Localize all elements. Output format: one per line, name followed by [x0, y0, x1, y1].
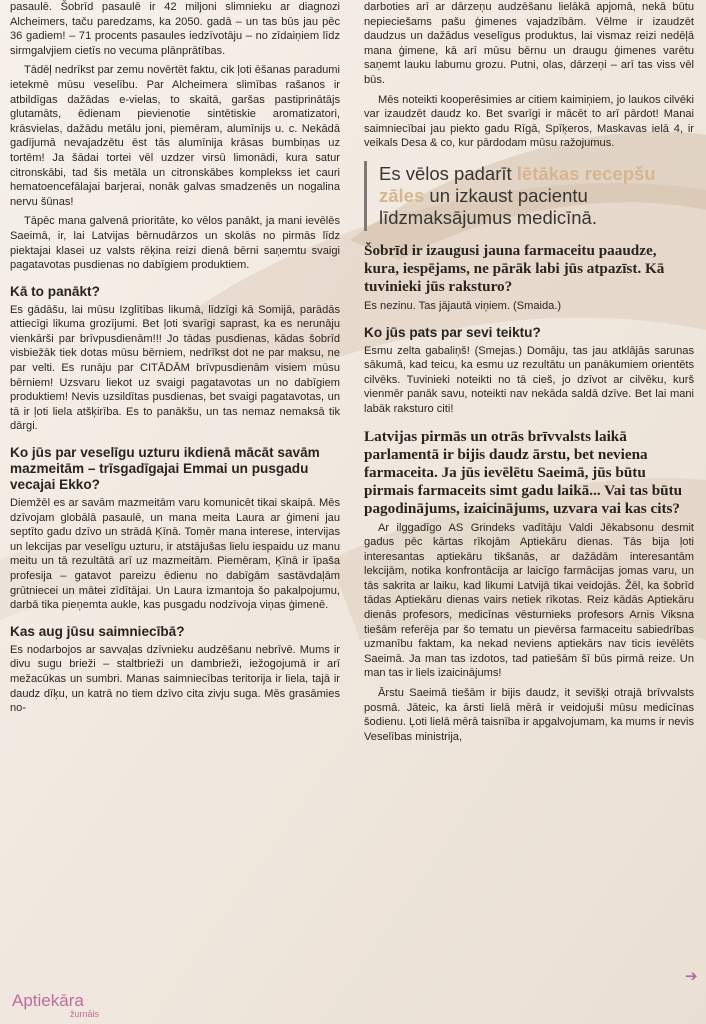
paragraph: darboties arī ar dārzeņu audzēšanu lielākā apjomā, nekā būtu nepieciešams pašu ģimenes vajadzībām. Vēlme ir izaudzēt daudzus un dažādus veselīgus produktus, lai vismaz reizi nedēļā mana ģimene, kā arī mūsu bērnu un draugu ģimenes varētu saņemt lauku labumu grozu. Putni, olas, dārzeņi – arī tas viss vēl būs. — [364, 1, 694, 86]
pull-quote — [364, 161, 694, 231]
paragraph: Es nodarbojos ar savvaļas dzīvnieku audzēšanu nebrīvē. Mums ir divu sugu brieži – staltbrieži un dambrieži, iežogojumā ir arī mežacūkas un sumbri. Manas saimniecības teritorija ir liela, tajā ir daudz dīķu, un katrā no tiem dzīvo cita zivju suga. Mēs grasāmies no- — [10, 643, 340, 715]
question-heading: Šobrīd ir izaugusi jauna farmaceitu paaudze, kura, iespējams, ne pārāk labi jūs atpazīst. Kā tuvinieki jūs raksturo? — [364, 241, 665, 295]
paragraph: Mēs noteikti kooperēsimies ar citiem kaimiņiem, jo laukos cilvēki var izaudzēt daudz ko. Bet svarīgi ir mācēt to arī pārdot! Manai saimniecībai jau piekto gadu Rīgā, Spīķeros, Maskavas ielā 4, ir veikals Desa & co, kur pārdodam mūsu ražojumus. — [364, 93, 694, 150]
logo-title: Aptiekāra — [12, 991, 84, 1010]
subheading: Kā to panākt? — [10, 283, 100, 299]
continue-arrow-icon: ➔ — [685, 968, 698, 985]
paragraph: Diemžēl es ar savām mazmeitām varu komunicēt tikai skaipā. Mēs dzīvojam globālā pasaulē, un mana meita Laura ar ģimeni jau septīto gadu dzīvo un strādā Ķīnā. Tomēr mana interese, intervijas un lekcijas par veselīgu uzturu, ir atstājušas lielu iespaidu uz manu meitu un tā rezultātā arī uz mazmeitām. Piemēram, Ķīnā ir īpaša profesija – gatavot pareizu ēdienu no dabīgām sastāvdaļām grūtniecei un mātei zīdītājai. Un Laura izmantoja šo pakalpojumu, darbā tika pieņemta aukle, kas pusgadu nodzīvoja viņas ģimenē. — [10, 497, 340, 612]
logo-subtitle: žurnāls — [70, 1009, 100, 1019]
paragraph: Tādēļ nedrīkst par zemu novērtēt faktu, cik ļoti ēšanas paradumi ietekmē mūsu veselību. Par Alcheimera slimības rašanos ir atbildīgas dažādas e-vielas, to skaitā, garšas pastiprinātājs glutamāts, ēdienam pievienotie sintētiskie aromatizatori, krāsvielas, dažādu metālu joni, piemēram, alumīnijs u. c. Nekādā gadījumā nevajadzētu ēst tās alumīnija krāsas bumbiņas uz tortēm! Ja šādai tortei vēl uzdzer virsū limonādi, kura satur citronskābi, tad šis metāla un citronskābes komplekss iet cauri hematoencefālajai barjerai, nonāk galvas smadzenēs un nogalina nervu šūnas! — [10, 64, 340, 208]
subheading: Ko jūs pats par sevi teiktu? — [364, 324, 541, 340]
paragraph: Es nezinu. Tas jājautā viņiem. (Smaida.) — [364, 299, 562, 312]
pull-quote-text: un izkaust pacientu līdzmaksājumus medicīnā. — [379, 184, 597, 228]
paragraph: Esmu zelta gabaliņš! (Smejas.) Domāju, tas jau atklājās sarunas sākumā, kad teicu, ka esmu uz rezultātu un panākumiem orientēts cilvēks. Tuvinieki noteikti no tā cieš, jo dzīvot ar cilvēku, kurš vienmēr panāk savu, noteikti nav nekāda saldā dzīve. Bet lai mani labāk raksturo citi! — [364, 344, 694, 415]
pull-quote-highlight: lētākas recepšu zāles — [379, 162, 656, 206]
paragraph: Tāpēc mana galvenā prioritāte, ko vēlos panākt, ja mani ievēlēs Saeimā, ir, lai Latvijas bērnudārzos un skolās no pirmās līdz piektajai klasei uz valsts rēķina reizi dienā bērni saņemtu svaigi pagatavotas pusdienas no dabīgiem produktiem. — [10, 215, 340, 272]
right-column — [364, 0, 694, 749]
question-heading: Latvijas pirmās un otrās brīvvalsts laikā parlamentā ir bijis daudz ārstu, bet neviena farmaceita. Ja jūs ievēlētu Saeimā, jūs būtu pirmais farmaceits simt gadu laikā... Vai tas būtu pagodinājums, izaicinājums, uzvara vai kas cits? — [364, 427, 683, 517]
paragraph: Es gādāšu, lai mūsu Izglītības likumā, līdzīgi kā Somijā, parādās attiecīgi likuma grozījumi. Bet ļoti svarīgi saprast, ka es nerunāju vienkārši par brīvpusdienām!!! Jo tādas pusdienas, kādas šobrīd visbiežāk tiek dotas mūsu bērniem, nedrīkst dot ne par maksu, ne par velti. Es runāju par CITĀDĀM brīvpusdienām visiem mūsu bērniem! Uzsvaru liekot uz svaigi pagatavotas un no dabīgiem produktiem! Nevis uzsildītas pusdienas, bet svaigi pagatavotas, un tā ir ļoti liela atšķirība. Es to panākšu, un tas nemaz nemaksā tik dārgi. — [10, 303, 340, 433]
left-column — [10, 0, 340, 721]
paragraph: Ārstu Saeimā tiešām ir bijis daudz, it sevišķi otrajā brīvvalsts posmā. Jāteic, ka ārsti lielā mērā ir veidojuši mūsu medicīnas šodienu. Ļoti lielā mērā taisnība ir apgalvojumam, ka mums ir nevis Veselības ministrija, — [364, 687, 694, 743]
paragraph: Ar ilggadīgo AS Grindeks vadītāju Valdi Jēkabsonu desmit gadus pēc kārtas rīkojām Aptiekāru dienas. Tās bija ļoti interesantas aptiekāru tikšanās, ar dažādām interesantām lekcijām, notika konfrontācija ar laicīgo farmācijas jomas varu, un tās sakrita ar laiku, kad likumi Latvijā tikai veidojās. Žēl, ka šobrīd tādas Aptiekāru dienas vairs netiek rīkotas. Reiz kādās Aptiekāru dienās profesors, medicīnas vēsturnieks profesors Arnis Viksna tiešām referēja par šo tematu un pievērsa farmaceitu sabiedrības uzmanību faktam, ka nekad neviens aptiekārs nav ticis ievēlēts Saeimā. Ja man tas izdotos, tad patiešām šī būs pirmā reize. Un man tas ir liels izaicinājums! — [364, 521, 694, 680]
magazine-logo — [12, 992, 99, 1019]
subheading: Kas aug jūsu saimniecībā? — [10, 623, 185, 639]
question-heading: Ko jūs par veselīgu uzturu ikdienā mācāt savām mazmeitām – trīsgadīgajai Emmai un pusgadu vecajai Ekko? — [10, 445, 320, 493]
pull-quote-text: Es vēlos padarīt — [379, 162, 517, 184]
paragraph: pasaulē. Šobrīd pasaulē ir 42 miljoni slimnieku ar diagnozi Alcheimers, taču paredzams, ka 2050. gadā – un tas būs jau pēc 36 gadiem! – 71 procents pasaules iedzīvotāju – no zīdaiņiem līdz sirmgalvjiem cietīs no vecuma plānprātības. — [10, 1, 340, 57]
